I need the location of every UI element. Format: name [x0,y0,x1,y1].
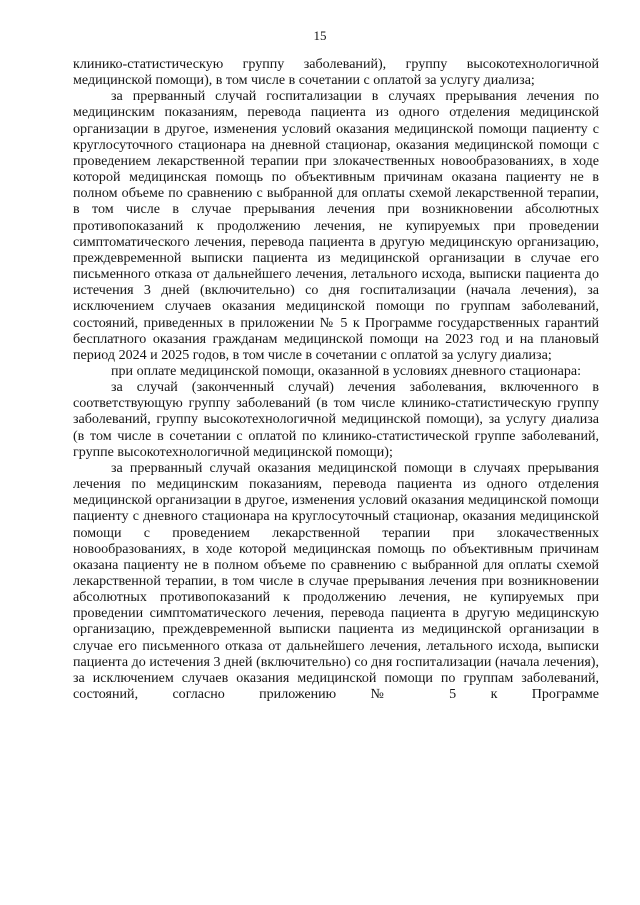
document-body [73,56,599,702]
paragraph-interrupted-hospitalization: за прерванный случай госпитализации в случаях прерывания лечения по медицинским показаниям, перевода пациента из одного отделения медицинской организации в другое, изменения условий оказания медицинской помощи пациенту с круглосуточного стационара на дневной стационар, оказания медицинской помощи с проведением лекарственной терапии при злокачественных новообразованиях, в ходе которой медицинская помощь по объективным причинам оказана пациенту не в полном объеме по сравнению с выбранной для оплаты схемой лекарственной терапии, в том числе в случае прерывания лечения при возникновении абсолютных противопоказаний к продолжению лечения, не купируемых при проведении симптоматического лечения, перевода пациента в другую медицинскую организацию, преждевременной выписки пациента из медицинской организации в случае его письменного отказа от дальнейшего лечения, летального исхода, выписки пациента до истечения 3 дней (включительно) со дня госпитализации (начала лечения), за исключением случаев оказания медицинской помощи по группам заболеваний, состояний, приведенных в приложении № 5 к Программе государственных гарантий бесплатного оказания гражданам медицинской помощи на 2023 год и на плановый период 2024 и 2025 годов, в том числе в сочетании с оплатой за услугу диализа; [73,88,599,363]
paragraph-completed-case: за случай (законченный случай) лечения заболевания, включенного в соответствующую группу заболеваний (в том числе клинико-статистическую группу заболеваний, группу высокотехнологичной медицинской помощи), за услугу диализа (в том числе в сочетании с оплатой по клинико-статистической группе заболеваний, группе высокотехнологичной медицинской помощи); [73,379,599,460]
paragraph-continuation: клинико-статистическую группу заболеваний), группу высокотехнологичной медицинской помощи), в том числе в сочетании с оплатой за услугу диализа; [73,56,599,89]
paragraph-interrupted-case: за прерванный случай оказания медицинской помощи в случаях прерывания лечения по медицинским показаниям, перевода пациента из одного отделения медицинской организации в другое, изменения условий оказания медицинской помощи пациенту с дневного стационара на круглосуточный стационар, оказания медицинской помощи с проведением лекарственной терапии при злокачественных новообразованиях, в ходе которой медицинская помощь по объективным причинам оказана пациенту не в полном объеме по сравнению с выбранной для оплаты схемой лекарственной терапии, в том числе в случае прерывания лечения при возникновении абсолютных противопоказаний к продолжению лечения, не купируемых при проведении симптоматического лечения, перевода пациента в другую медицинскую организацию, преждевременной выписки пациента из медицинской организации в случае его письменного отказа от дальнейшего лечения, летального исхода, выписки пациента до истечения 3 дней (включительно) со дня госпитализации (начала лечения), за исключением случаев оказания медицинской помощи по группам заболеваний, состояний, согласно приложению № 5 к Программе [73,459,599,703]
page-number: 15 [313,28,327,43]
paragraph-day-hospital-payment: при оплате медицинской помощи, оказанной в условиях дневного стационара: [111,362,582,379]
